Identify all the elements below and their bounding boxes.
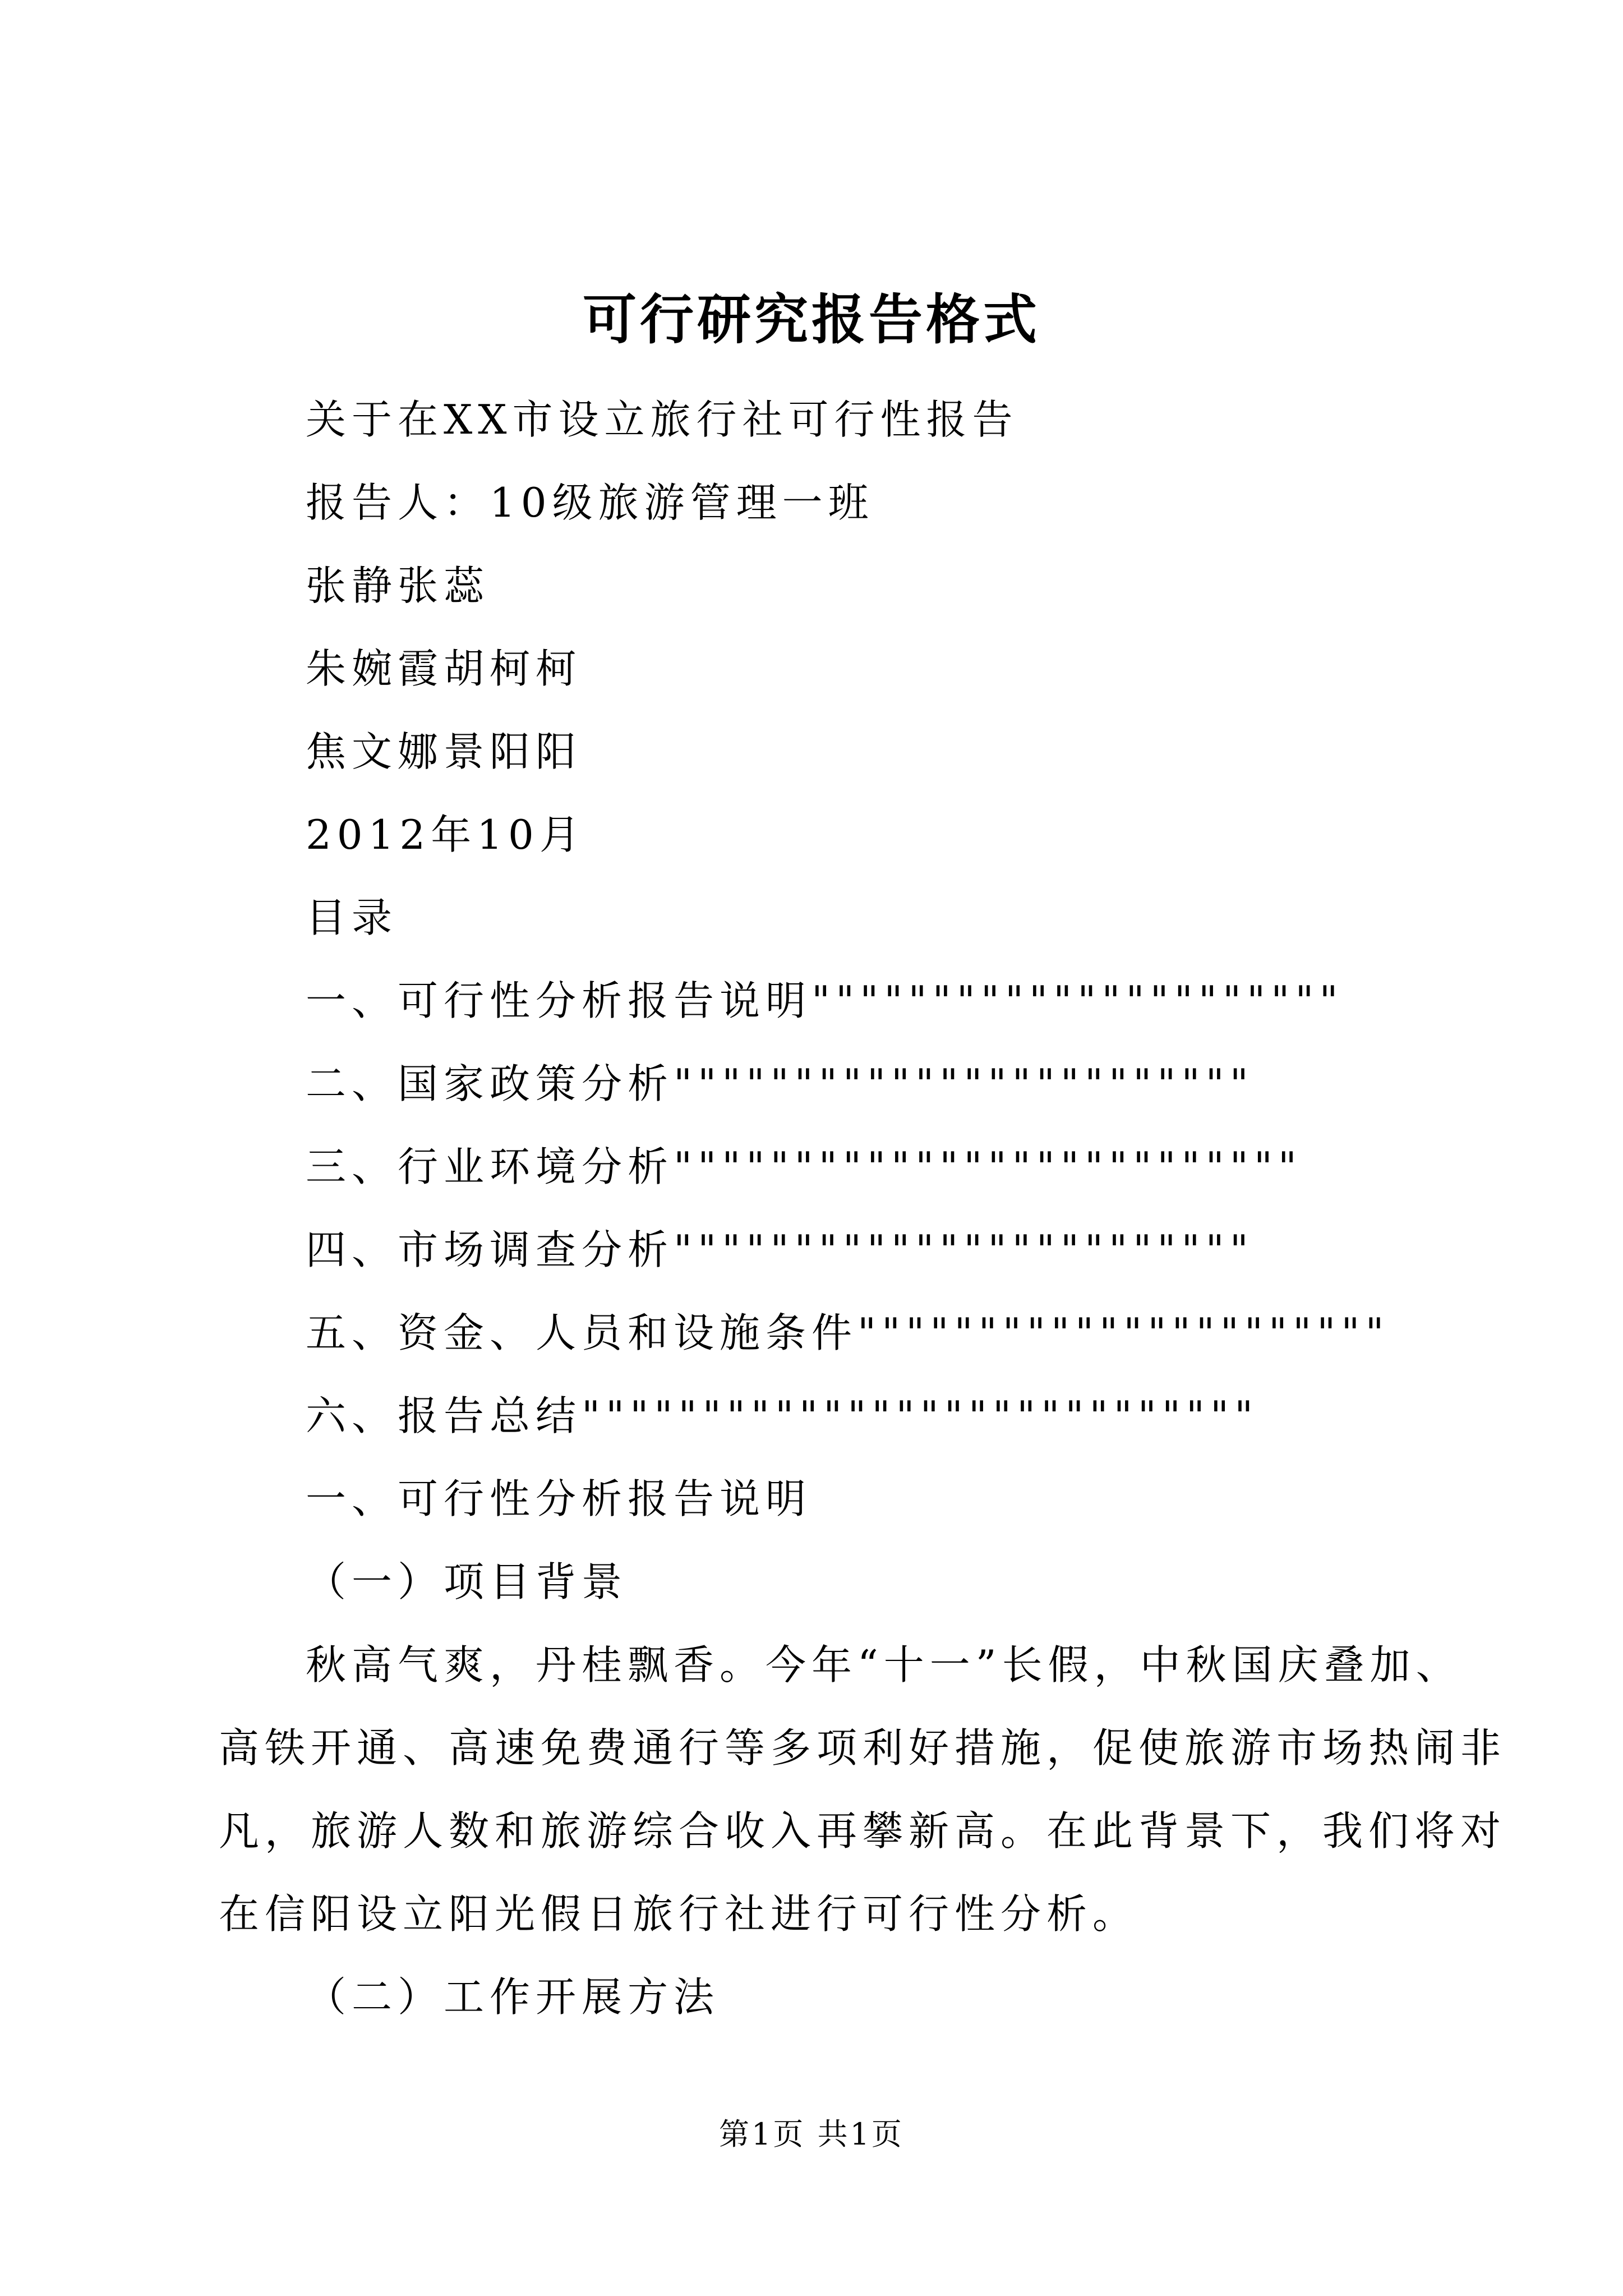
toc-entry: 三、行业环境分析"""""""""""""""""""""""""" [306, 1143, 1303, 1190]
toc-entry: 四、市场调查分析"""""""""""""""""""""""" [306, 1226, 1254, 1273]
body-paragraph [219, 1637, 1507, 1969]
member-line: 张静张蕊 [306, 562, 490, 609]
toc-entry: 六、报告总结"""""""""""""""""""""""""""" [306, 1392, 1259, 1439]
subsection-heading: （一）项目背景 [306, 1558, 628, 1605]
report-subtitle: 关于在XX市设立旅行社可行性报告 [306, 396, 1018, 443]
paragraph-line: 凡，旅游人数和旅游综合收入再攀新高。在此背景下，我们将对 [219, 1807, 1507, 1855]
member-line: 朱婉霞胡柯柯 [306, 645, 582, 692]
paragraph-line: 秋高气爽，丹桂飘香。今年“十一”长假，中秋国庆叠加、 [306, 1641, 1462, 1688]
toc-entry: 五、资金、人员和设施条件"""""""""""""""""""""" [306, 1309, 1390, 1356]
toc-heading: 目录 [306, 894, 398, 941]
reporter-line: 报告人：10级旅游管理一班 [306, 479, 874, 526]
paragraph-line: 高铁开通、高速免费通行等多项利好措施，促使旅游市场热闹非 [219, 1724, 1507, 1772]
toc-entry: 一、可行性分析报告说明"""""""""""""""""""""" [306, 977, 1344, 1024]
member-line: 焦文娜景阳阳 [306, 728, 582, 775]
toc-entry: 二、国家政策分析"""""""""""""""""""""""" [306, 1060, 1254, 1107]
paragraph-line: 在信阳设立阳光假日旅行社进行可行性分析。 [219, 1890, 1139, 1938]
document-title: 可行研究报告格式 [583, 288, 1040, 351]
report-date: 2012年10月 [306, 811, 585, 858]
page-footer: 第1页 共1页 [719, 2116, 904, 2152]
subsection-heading: （二）工作开展方法 [306, 1973, 720, 2021]
section-heading: 一、可行性分析报告说明 [306, 1475, 812, 1522]
